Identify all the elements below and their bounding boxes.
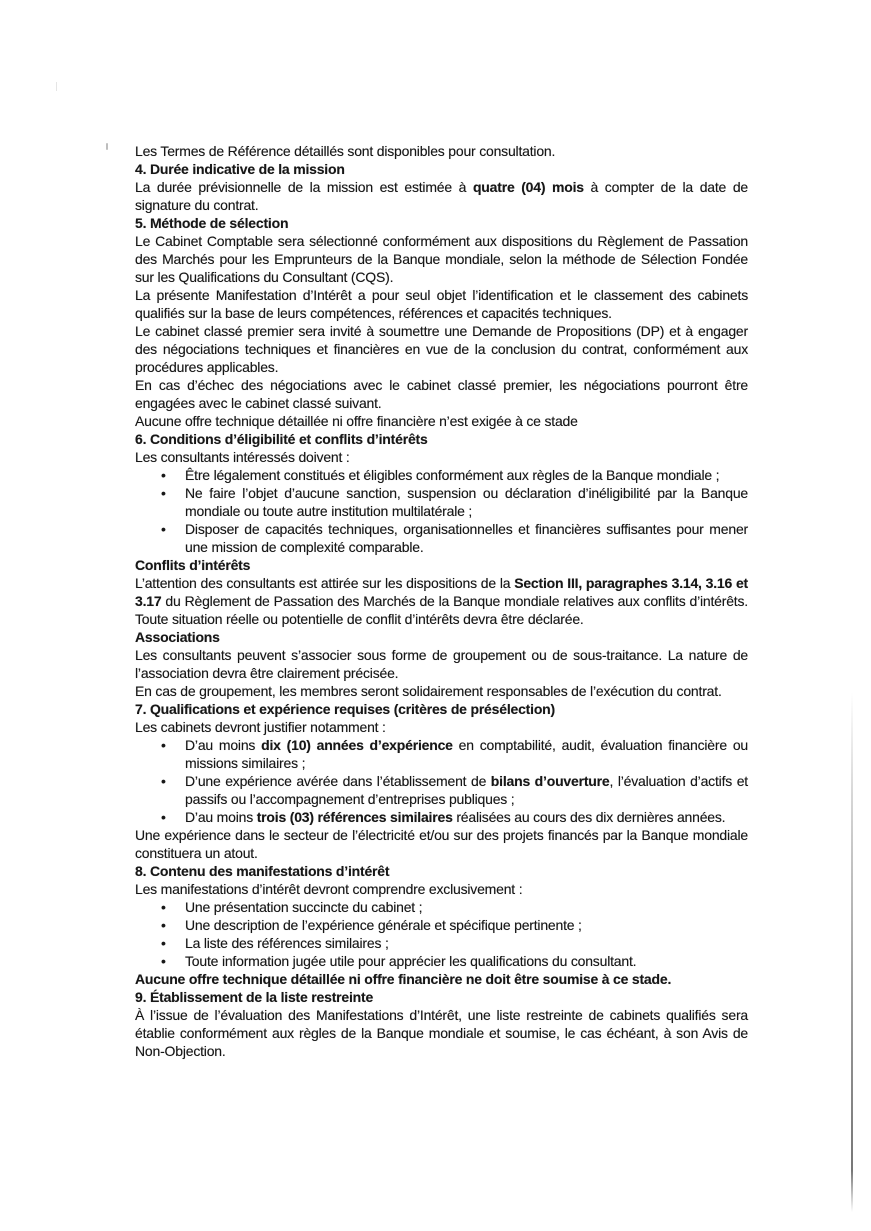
- scan-edge-artifact: [851, 692, 853, 1212]
- text-run: en comptabilité, audit, évaluation financière ou missions similaires ;: [185, 737, 749, 771]
- bullet-item: [135, 736, 748, 772]
- paragraph: [135, 322, 748, 376]
- text-run: La présente Manifestation d’Intérêt a pour seul objet l’identification et le classement des cabinets qualifiés sur la base de leurs compétences, références et capacités techniques.: [135, 287, 748, 321]
- text-run: Conflits d’intérêts: [135, 557, 251, 573]
- text-run: Une présentation succincte du cabinet ;: [185, 899, 423, 915]
- scan-speck: [106, 143, 108, 150]
- paragraph: [135, 286, 748, 322]
- text-run: à compter de la date de signature du contrat.: [135, 179, 748, 213]
- paragraph: [135, 574, 748, 628]
- text-run: À l’issue de l’évaluation des Manifestations d’Intérêt, une liste restreinte de cabinets qualifiés sera établie conformément aux règles de la Banque mondiale et soumise, le cas échéant, à son Avis de Non-Objection.: [135, 1007, 748, 1059]
- text-run: dix (10) années d’expérience: [261, 737, 453, 753]
- section-heading: [135, 160, 748, 178]
- scan-speck: [56, 82, 57, 91]
- text-run: du Règlement de Passation des Marchés de la Banque mondiale relatives aux conflits d’intérêts. Toute situation réelle ou potentielle de conflit d’intérêts devra être déclarée.: [135, 593, 748, 627]
- text-run: Aucune offre technique détaillée ni offre financière n’est exigée à ce stade: [135, 413, 578, 429]
- paragraph: [135, 448, 748, 466]
- document-content: [135, 142, 748, 1060]
- section-heading: [135, 214, 748, 232]
- text-run: 8. Contenu des manifestations d’intérêt: [135, 863, 390, 879]
- text-run: Une description de l’expérience générale et spécifique pertinente ;: [185, 917, 582, 933]
- paragraph: [135, 682, 748, 700]
- text-run: Ne faire l’objet d’aucune sanction, suspension ou déclaration d’inéligibilité par la Banque mondiale ou toute autre institution multilatérale ;: [185, 485, 748, 519]
- text-run: Les manifestations d’intérêt devront comprendre exclusivement :: [135, 881, 523, 897]
- paragraph: [135, 718, 748, 736]
- text-run: En cas de groupement, les membres seront solidairement responsables de l’exécution du contrat.: [135, 683, 722, 699]
- text-run: Aucune offre technique détaillée ni offre financière ne doit être soumise à ce stade.: [135, 971, 672, 987]
- bullet-item: [135, 808, 748, 826]
- text-run: L’attention des consultants est attirée sur les dispositions de la: [135, 575, 515, 591]
- bullet-item: [135, 898, 748, 916]
- bullet-item: [135, 952, 748, 970]
- text-run: Associations: [135, 629, 220, 645]
- text-run: quatre (04) mois: [472, 179, 584, 195]
- text-run: 7. Qualifications et expérience requises (critères de présélection): [135, 701, 555, 717]
- text-run: , l’évaluation d’actifs et passifs ou l’accompagnement d’entreprises publiques ;: [185, 773, 748, 807]
- paragraph: [135, 142, 748, 160]
- bullet-item: [135, 934, 748, 952]
- text-run: D’une expérience avérée dans l’établissement de: [185, 773, 491, 789]
- paragraph: [135, 412, 748, 430]
- text-run: trois (03) références similaires: [256, 809, 453, 825]
- paragraph: [135, 1006, 748, 1060]
- text-run: Une expérience dans le secteur de l’électricité et/ou sur des projets financés par la Banque mondiale constituera un atout.: [135, 827, 748, 861]
- text-run: D’au moins: [185, 809, 257, 825]
- bullet-list: [135, 736, 748, 826]
- text-run: 4. Durée indicative de la mission: [135, 161, 345, 177]
- bullet-item: [135, 520, 748, 556]
- text-run: La liste des références similaires ;: [185, 935, 389, 951]
- text-run: Section III, paragraphes 3.14, 3.16 et 3.17: [135, 575, 749, 609]
- section-heading: [135, 628, 748, 646]
- bullet-item: [135, 484, 748, 520]
- section-heading: [135, 430, 748, 448]
- section-heading: [135, 700, 748, 718]
- text-run: D’au moins: [185, 737, 262, 753]
- bullet-item: [135, 916, 748, 934]
- text-run: Les consultants intéressés doivent :: [135, 449, 350, 465]
- section-heading: [135, 988, 748, 1006]
- text-run: Disposer de capacités techniques, organisationnelles et financières suffisantes pour mener une mission de complexité comparable.: [185, 521, 748, 555]
- text-run: La durée prévisionnelle de la mission est estimée à: [135, 179, 473, 195]
- bullet-item: [135, 772, 748, 808]
- paragraph: [135, 970, 748, 988]
- text-run: Toute information jugée utile pour apprécier les qualifications du consultant.: [185, 953, 637, 969]
- text-run: bilans d’ouverture: [490, 773, 610, 789]
- text-run: Être légalement constitués et éligibles conformément aux règles de la Banque mondiale ;: [185, 467, 720, 483]
- text-run: 5. Méthode de sélection: [135, 215, 289, 231]
- paragraph: [135, 376, 748, 412]
- paragraph: [135, 880, 748, 898]
- paragraph: [135, 826, 748, 862]
- section-heading: [135, 556, 748, 574]
- text-run: Les Termes de Référence détaillés sont disponibles pour consultation.: [135, 143, 556, 159]
- text-run: 6. Conditions d’éligibilité et conflits d’intérêts: [135, 431, 428, 447]
- paragraph: [135, 232, 748, 286]
- bullet-item: [135, 466, 748, 484]
- text-run: Les cabinets devront justifier notamment :: [135, 719, 386, 735]
- text-run: En cas d’échec des négociations avec le cabinet classé premier, les négociations pourront être engagées avec le cabinet classé suivant.: [135, 377, 748, 411]
- bullet-list: [135, 898, 748, 970]
- text-run: Le cabinet classé premier sera invité à soumettre une Demande de Propositions (DP) et à engager des négociations techniques et financières en vue de la conclusion du contrat, conformément aux procédures applicables.: [135, 323, 748, 375]
- text-run: Le Cabinet Comptable sera sélectionné conformément aux dispositions du Règlement de Passation des Marchés pour les Emprunteurs de la Banque mondiale, selon la méthode de Sélection Fondée sur les Qualifications du Consultant (CQS).: [135, 233, 748, 285]
- paragraph: [135, 646, 748, 682]
- text-run: réalisées au cours des dix dernières années.: [452, 809, 726, 825]
- section-heading: [135, 862, 748, 880]
- text-run: 9. Établissement de la liste restreinte: [135, 989, 374, 1005]
- bullet-list: [135, 466, 748, 556]
- paragraph: [135, 178, 748, 214]
- text-run: Les consultants peuvent s’associer sous forme de groupement ou de sous-traitance. La nature de l’association devra être clairement précisée.: [135, 647, 748, 681]
